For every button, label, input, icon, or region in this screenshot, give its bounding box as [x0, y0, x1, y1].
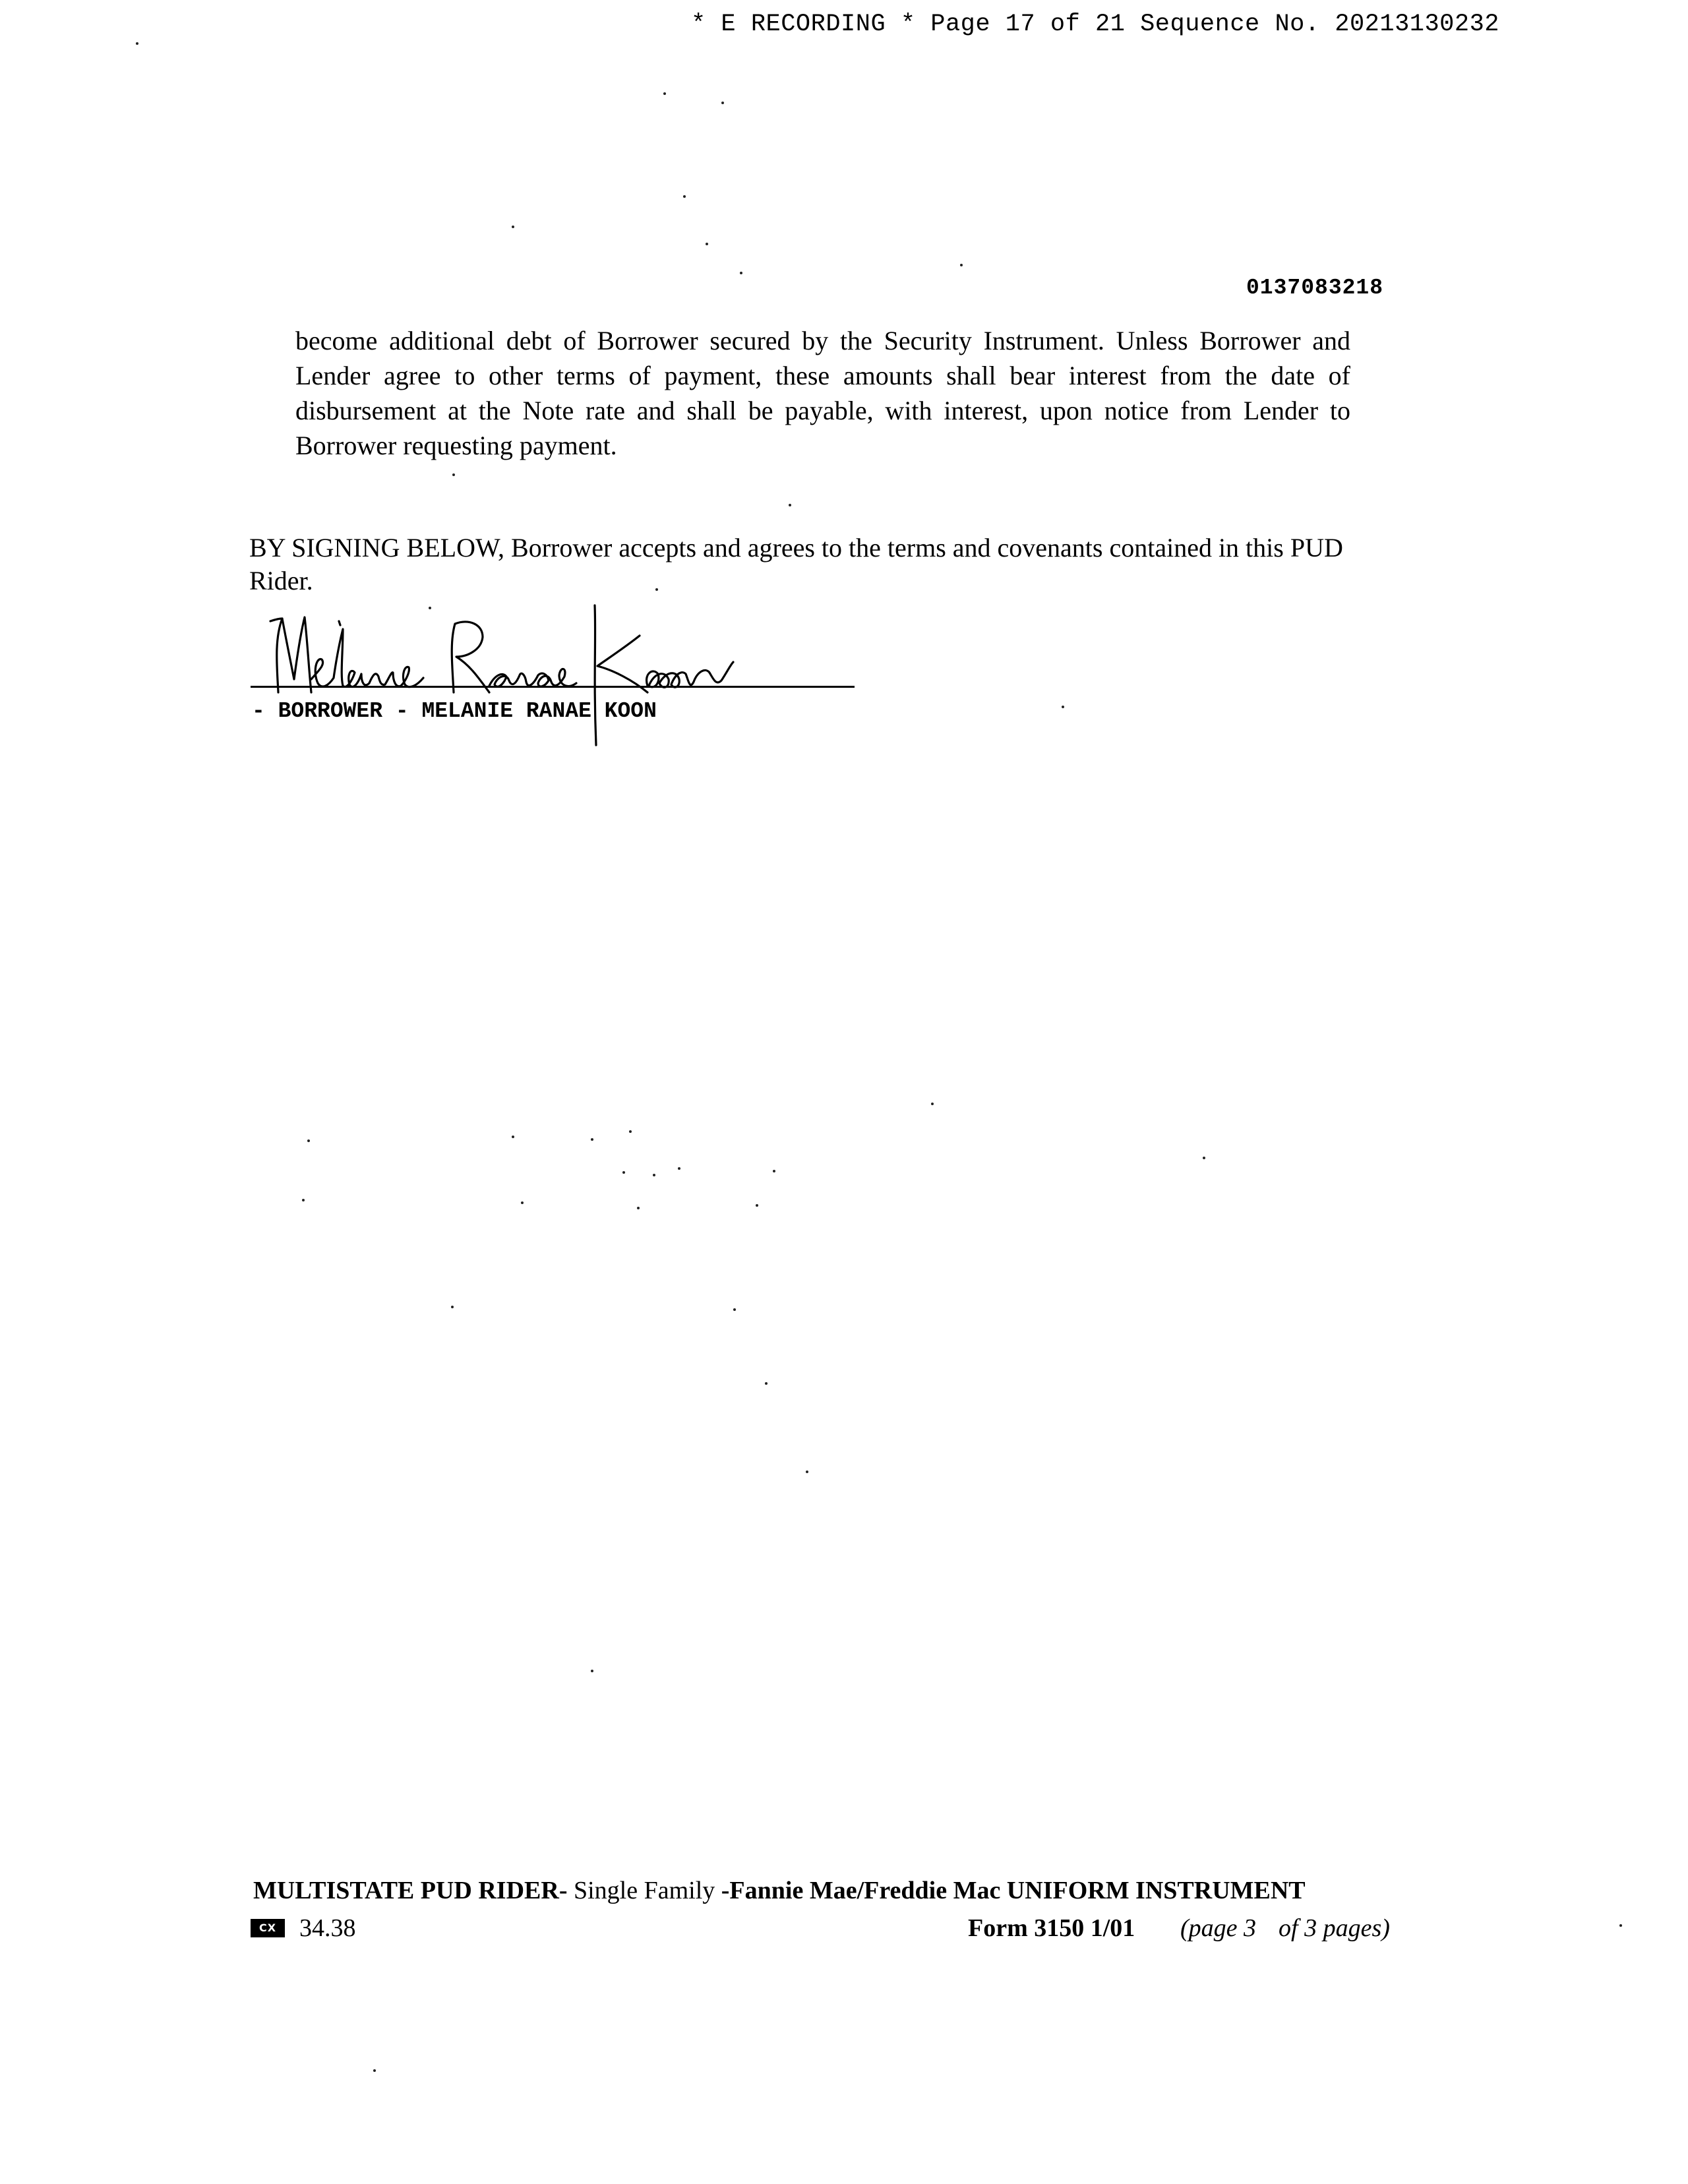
scan-speck [591, 1670, 593, 1672]
recording-header: * E RECORDING * Page 17 of 21 Sequence No. 20213130232 [691, 11, 1499, 38]
publisher-code: 34.38 [299, 1914, 356, 1942]
form-title-part: MULTISTATE PUD RIDER- [253, 1877, 568, 1904]
scan-speck [931, 1103, 934, 1105]
scan-speck [1203, 1157, 1205, 1159]
scan-speck [683, 195, 686, 198]
scan-speck [622, 1171, 625, 1174]
scan-speck [1062, 706, 1064, 708]
scan-speck [678, 1167, 680, 1170]
form-number: Form 3150 1/01 [968, 1914, 1135, 1942]
signing-statement: BY SIGNING BELOW, Borrower accepts and agrees to the terms and covenants contained in this PUD Rider. [249, 533, 1343, 595]
scan-speck [1619, 1924, 1622, 1927]
form-title-part: -Fannie Mae/Freddie Mac UNIFORM INSTRUMENT [721, 1877, 1306, 1904]
scan-speck [452, 473, 455, 476]
loan-number: 0137083218 [1246, 276, 1384, 300]
scan-speck [307, 1139, 310, 1142]
scan-speck [512, 226, 514, 228]
scan-speck [773, 1170, 775, 1172]
signature-block [244, 593, 864, 752]
publisher-info [251, 1914, 356, 1943]
scan-speck [789, 504, 791, 506]
page-total: of 3 pages) [1279, 1914, 1390, 1942]
scan-speck [733, 1308, 736, 1311]
scan-speck [373, 2069, 376, 2072]
page-indicator [1180, 1914, 1390, 1943]
scan-speck [706, 243, 708, 245]
form-title [253, 1876, 1306, 1905]
scan-speck [806, 1471, 808, 1473]
signer-caption: - BORROWER - MELANIE RANAE KOON [252, 699, 657, 723]
scan-speck [637, 1207, 640, 1209]
publisher-logo-icon: CX [251, 1919, 285, 1937]
body-paragraph: become additional debt of Borrower secured by the Security Instrument. Unless Borrower and Lender agree to other terms of payment, these amounts shall bear interest from the date of disbursement at the Note rate and shall be payable, with interest, upon notice from Lender to Borrower requesting payment. [295, 326, 1350, 460]
signature-line [251, 686, 855, 688]
scan-speck [512, 1136, 514, 1138]
scan-speck [765, 1382, 768, 1385]
scan-speck [960, 264, 963, 266]
handwritten-signature [244, 593, 864, 752]
scan-speck [663, 92, 666, 95]
scan-speck [740, 272, 742, 274]
scan-speck [756, 1204, 758, 1207]
scan-speck [521, 1201, 524, 1204]
scan-speck [136, 42, 138, 45]
scan-speck [655, 588, 658, 591]
scan-speck [591, 1138, 593, 1141]
scan-speck [721, 102, 724, 104]
form-title-part: Single Family [567, 1877, 721, 1904]
scan-speck [429, 607, 431, 609]
scan-speck [302, 1199, 305, 1201]
page-label: (page 3 [1180, 1914, 1257, 1942]
scan-speck [451, 1306, 454, 1308]
scan-speck [653, 1174, 655, 1176]
scan-speck [629, 1130, 632, 1133]
